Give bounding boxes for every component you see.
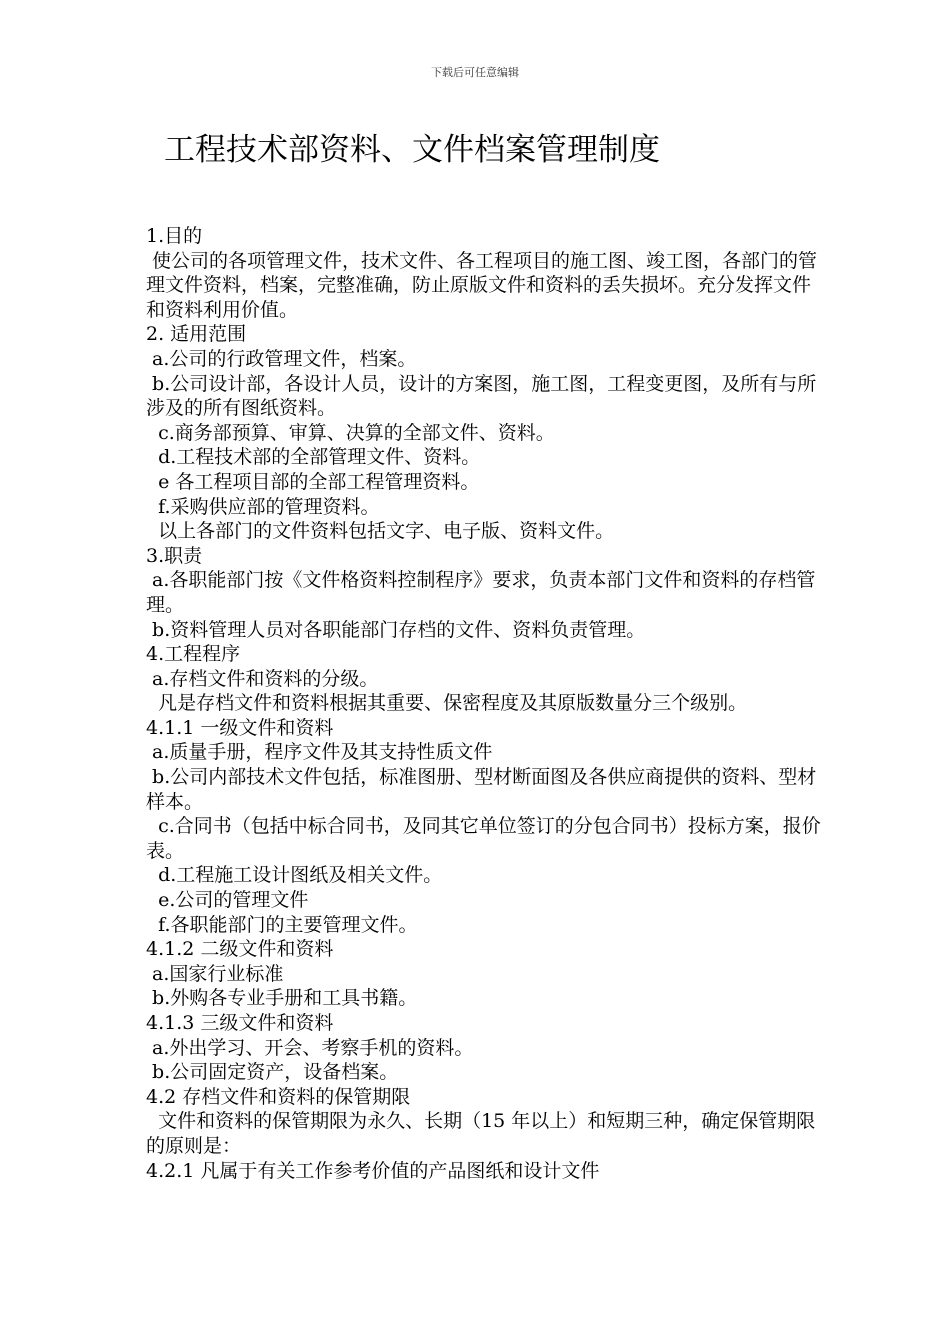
- body-paragraph: 3.职责: [146, 544, 203, 567]
- body-paragraph: 1.目的: [146, 225, 203, 247]
- body-paragraph: d.工程施工设计图纸及相关文件。: [146, 864, 443, 887]
- body-paragraph: b.资料管理人员对各职能部门存档的文件、资料负责管理。: [146, 618, 646, 641]
- body-paragraph: a.公司的行政管理文件，档案。: [146, 347, 417, 370]
- body-paragraph: f.各职能部门的主要管理文件。: [146, 913, 418, 936]
- body-paragraph: 4.1.1 一级文件和资料: [146, 716, 334, 739]
- body-paragraph: b.外购各专业手册和工具书籍。: [146, 987, 418, 1010]
- body-paragraph: 使公司的各项管理文件，技术文件、各工程项目的施工图、竣工图，各部门的管理文件资料，档案，完整准确，防止原版文件和资料的丢失损坏。充分发挥文件和资料利用价值。: [146, 249, 818, 321]
- body-paragraph: 凡是存档文件和资料根据其重要、保密程度及其原版数量分三个级别。: [146, 692, 748, 715]
- body-paragraph: 以上各部门的文件资料包括文字、电子版、资料文件。: [146, 520, 615, 543]
- body-paragraph: b.公司设计部，各设计人员，设计的方案图，施工图，工程变更图，及所有与所涉及的所有图纸资料。: [146, 372, 817, 420]
- page-header-note: 下载后可任意编辑: [431, 66, 519, 79]
- body-paragraph: 2. 适用范围: [146, 323, 247, 346]
- body-paragraph: 4.1.3 三级文件和资料: [146, 1012, 334, 1034]
- body-paragraph: f.采购供应部的管理资料。: [146, 495, 380, 518]
- body-paragraph: e 各工程项目部的全部工程管理资料。: [146, 470, 480, 493]
- document-body: [146, 224, 826, 1183]
- body-paragraph: a.外出学习、开会、考察手机的资料。: [146, 1036, 474, 1059]
- body-paragraph: 4.2 存档文件和资料的保管期限: [146, 1085, 411, 1108]
- body-paragraph: a.国家行业标准: [146, 962, 284, 985]
- body-paragraph: c.合同书（包括中标合同书，及同其它单位签订的分包合同书）投标方案，报价表。: [146, 815, 821, 862]
- body-paragraph: 文件和资料的保管期限为永久、长期（15 年以上）和短期三种，确定保管期限的原则是：: [146, 1110, 816, 1157]
- body-paragraph: a.各职能部门按《文件格资料控制程序》要求，负责本部门文件和资料的存档管理。: [146, 569, 816, 616]
- body-paragraph: c.商务部预算、审算、决算的全部文件、资料。: [146, 421, 555, 444]
- body-paragraph: 4.2.1 凡属于有关工作参考价值的产品图纸和设计文件: [146, 1159, 600, 1182]
- body-paragraph: b.公司内部技术文件包括，标准图册、型材断面图及各供应商提供的资料、型材样本。: [146, 766, 817, 813]
- body-paragraph: b.公司固定资产，设备档案。: [146, 1061, 399, 1084]
- body-paragraph: e.公司的管理文件: [146, 889, 309, 912]
- body-paragraph: 4.工程程序: [146, 643, 241, 666]
- body-paragraph: d.工程技术部的全部管理文件、资料。: [146, 446, 481, 469]
- document-title: 工程技术部资料、文件档案管理制度: [164, 132, 660, 168]
- body-paragraph: a.存档文件和资料的分级。: [146, 667, 379, 690]
- body-paragraph: 4.1.2 二级文件和资料: [146, 938, 334, 961]
- body-paragraph: a.质量手册，程序文件及其支持性质文件: [146, 741, 493, 764]
